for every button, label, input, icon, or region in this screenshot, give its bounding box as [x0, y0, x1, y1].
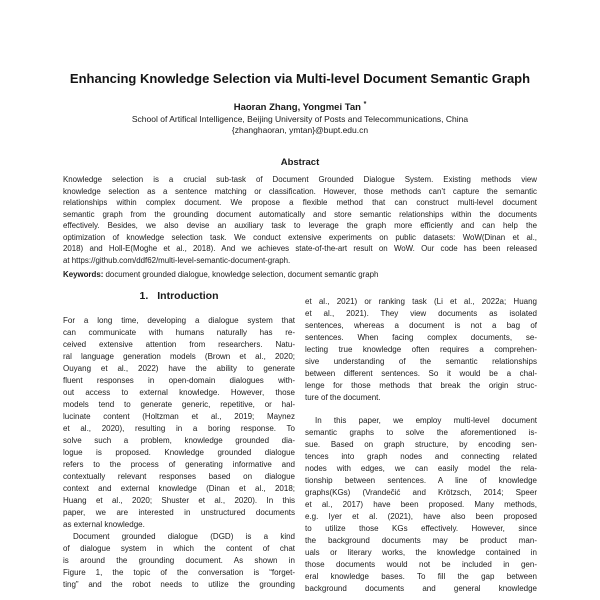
text-line: In this paper, we employ multi-level document [315, 416, 537, 426]
text-line: sentences, whereas a document is not a bag of [305, 321, 537, 331]
affiliation-line: School of Artifical Intelligence, Beijing University of Posts and Telecommunications, China [131, 114, 469, 125]
author-names: Haoran Zhang, Yongmei Tan [233, 102, 361, 114]
text-line: et al., 2017) have been proposed. Many methods, [305, 500, 537, 510]
text-line: graphs(KGs) (Vrandečić and Krötzsch, 2014; Speer [305, 488, 537, 498]
text-line: et al., 2020), resulting in a boring response. To [63, 424, 295, 434]
right-column [305, 290, 537, 595]
section-title: Introduction [157, 290, 219, 303]
keywords-line [63, 269, 537, 280]
text-line: effectively. Besides, we also devise an auxiliary task to leverage the graph more efficiently and can help the [63, 221, 537, 231]
abstract-heading: Abstract [280, 157, 320, 169]
text-line: optimization of knowledge selection task. We conduct extensive experiments on public datasets: WoW(Dinan et al., [63, 232, 537, 242]
text-line: context and external knowledge (Dinan et al., 2018; [63, 484, 295, 494]
text-line: ral language generation models (Brown et al., 2020; [63, 352, 295, 362]
text-line: of dialogue system in which the content of chat [63, 544, 295, 554]
text-line: et al., 2021). They view documents as isolated [305, 309, 537, 319]
section-heading-introduction [63, 290, 295, 303]
text-line: nodes with edges, we can easily model the rela- [305, 464, 537, 474]
keywords-label: Keywords: [63, 270, 104, 280]
text-line: contextually relevant responses based on dialogue [63, 472, 295, 482]
text-line: between different sentences. So it would be a chal- [305, 369, 537, 379]
text-line: Figure 1, the topic of the conversation is “forget- [63, 568, 295, 578]
text-line: as external knowledge. [63, 520, 145, 530]
text-line: background documents and general knowledge [305, 584, 537, 594]
text-line: sentences. When facing complex documents, se- [305, 333, 537, 343]
abstract-body [63, 174, 537, 266]
text-line: sive understanding of the semantic relationships [305, 357, 537, 367]
text-line: can communicate with humans naturally has re- [63, 328, 295, 338]
text-line: et al., 2021) or ranking task (Li et al., 2022a; Huang [305, 297, 537, 307]
text-line: the background documents may be product man- [305, 536, 537, 546]
keywords-text: document grounded dialogue, knowledge selection, document semantic graph [103, 270, 379, 280]
paper-title: Enhancing Knowledge Selection via Multi-level Document Semantic Graph [69, 71, 531, 86]
text-line: lenge for those methods that break the origin struc- [305, 381, 537, 391]
text-line: solve such a problem, knowledge grounded dia- [63, 436, 295, 446]
paragraph [63, 315, 295, 531]
text-line: lecting true knowledge often requires a comprehen- [305, 345, 537, 355]
text-line: semantic graphs to solve the aforementioned is- [305, 428, 537, 438]
text-line: lucinate content (Holtzman et al., 2019; Maynez [63, 412, 295, 422]
text-line: Ouyang et al., 2022) have the ability to generate [63, 364, 295, 374]
authors-line [63, 99, 537, 113]
text-line: eral knowledge bases. To fill the gap between [305, 572, 537, 582]
text-line: relationships within complex document. We propose a flexible method that can construct multi-level document [63, 198, 537, 208]
text-line: at https://github.com/ddf62/multi-level-semantic-document-graph. [63, 255, 291, 265]
text-line: paper, we are interested in unstructured documents [63, 508, 295, 518]
text-line: Knowledge selection is a crucial sub-task of Document Grounded Dialogue System. Existing methods view [63, 175, 537, 185]
paragraph [305, 296, 537, 404]
author-footnote-mark: * [363, 101, 367, 108]
text-line: fluent responses in open-domain dialogues with- [63, 376, 295, 386]
left-column-text [63, 315, 295, 591]
email-line: {zhanghaoran, ymtan}@bupt.edu.cn [231, 124, 369, 135]
text-line: semantic graph from the grounding document automatically and store semantic relationships within the documents [63, 209, 537, 219]
text-line: Document grounded dialogue (DGD) is a kind [73, 532, 295, 542]
paragraph [63, 531, 295, 591]
text-line: ture of the document. [305, 393, 381, 403]
right-column-text [305, 296, 537, 595]
text-line: to utilize those KGs effectively. However, since [305, 524, 537, 534]
text-line: ting” and the robot needs to utilize the grounding [63, 580, 295, 590]
text-line: models tend to generate generic, repetitive, or hal- [63, 400, 295, 410]
text-line: tences into graph nodes and connecting related [305, 452, 537, 462]
text-line: 2018) and Holl-E(Moghe et al., 2018). And we achieves state-of-the-art result on WoW. Our code has been released [63, 244, 537, 254]
text-line: e.g. Iyer et al. (2021), have also been proposed [305, 512, 537, 522]
text-line: those documents would not be included in gen- [305, 560, 537, 570]
paragraph [305, 415, 537, 595]
text-line: For a long time, developing a dialogue system that [63, 316, 295, 326]
text-line: refers to the process of generating informative and [63, 460, 295, 470]
paragraph [63, 174, 537, 266]
text-line: knowledge selection as a sentence matching or classification. However, those methods can’t capture the semantic [63, 186, 537, 196]
section-number: 1. [139, 290, 149, 303]
text-line: Huang et al., 2020; Shuster et al., 2020). In this [63, 496, 295, 506]
text-line: ceived extensive attention from researchers. Natu- [63, 340, 295, 350]
text-line: sue. Based on graph structure, by encoding sen- [305, 440, 537, 450]
text-line: tionship between sentences. A line of knowledge [305, 476, 537, 486]
text-line: out access to external knowledge. However, those [63, 388, 295, 398]
two-column-body [63, 290, 537, 595]
text-line: logue is proposed. Knowledge grounded dialogue [63, 448, 295, 458]
left-column [63, 290, 295, 595]
text-line: is around the grounding document. As shown in [63, 556, 295, 566]
text-line: uals or literary works, the knowledge contained in [305, 548, 537, 558]
